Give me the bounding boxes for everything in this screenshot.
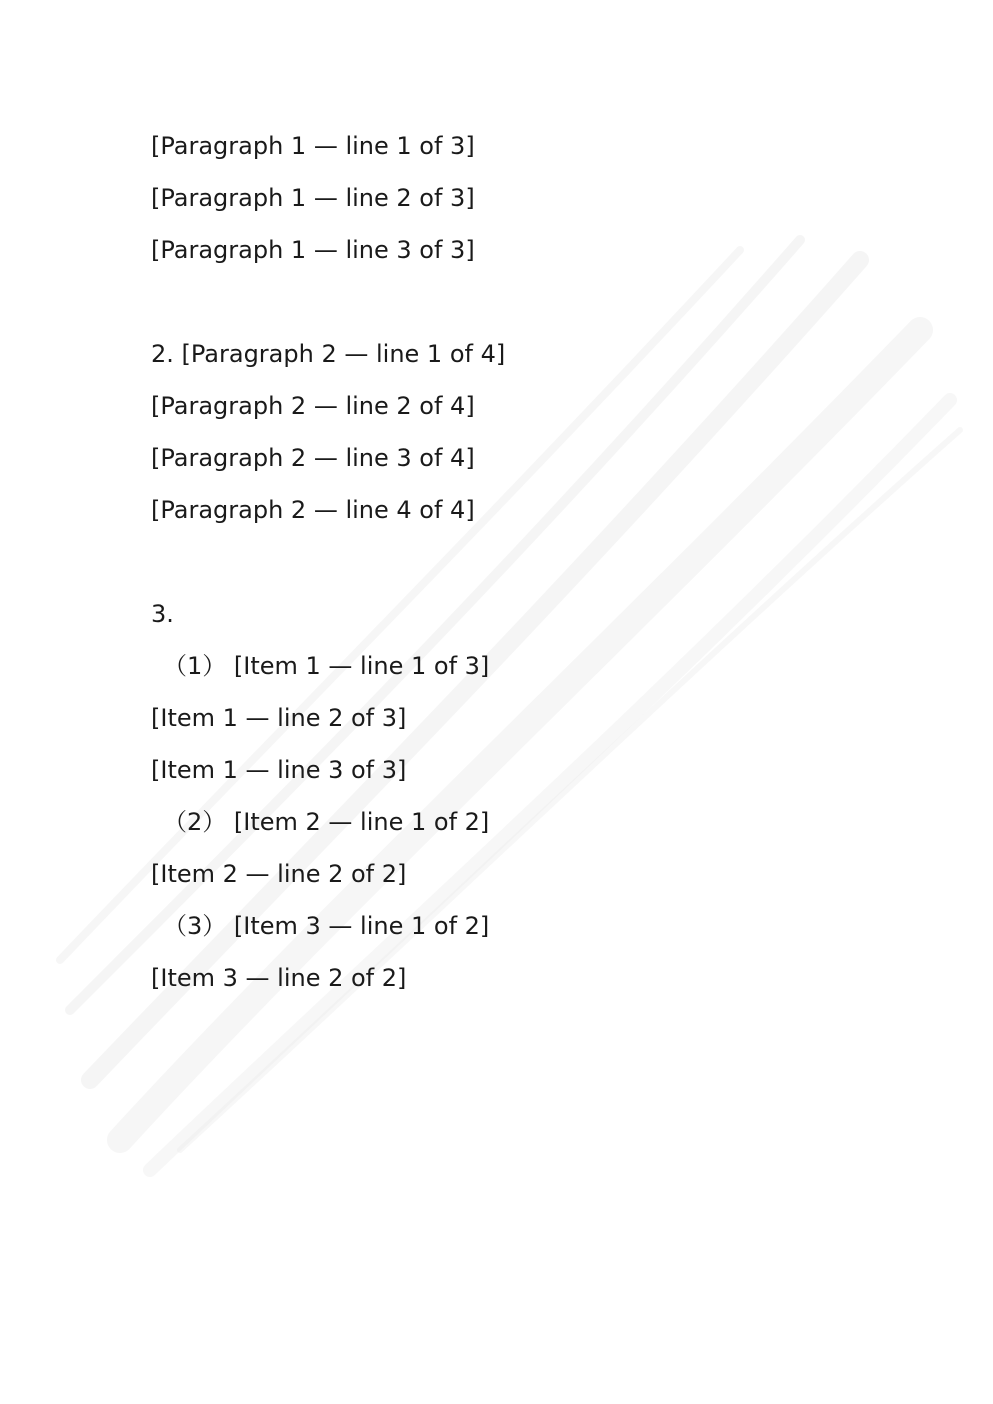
paragraph-spacer	[151, 276, 851, 328]
list-item	[151, 900, 851, 1004]
document-body	[151, 120, 851, 1004]
list-item-line: [Item 2 — line 2 of 2]	[151, 860, 407, 888]
list-item-line: （1） [Item 1 — line 1 of 3]	[163, 652, 490, 680]
paragraph-resolution	[151, 328, 851, 536]
list-item-line: [Item 1 — line 3 of 3]	[151, 756, 407, 784]
section-bitmap-vector	[151, 588, 851, 1004]
list-item	[151, 796, 851, 900]
list-item-line: [Item 1 — line 2 of 3]	[151, 704, 407, 732]
paragraph-spacer	[151, 536, 851, 588]
paragraph-line: [Paragraph 1 — line 3 of 3]	[151, 236, 475, 264]
list-item-line: [Item 3 — line 2 of 2]	[151, 964, 407, 992]
paragraph-line: [Paragraph 2 — line 3 of 4]	[151, 444, 475, 472]
paragraph-line: [Paragraph 2 — line 2 of 4]	[151, 392, 475, 420]
paragraph-multichannel	[151, 120, 851, 276]
list-item	[151, 640, 851, 796]
paragraph-line: [Paragraph 1 — line 1 of 3]	[151, 132, 475, 160]
section-heading: 3.	[151, 600, 174, 628]
list-item-line: （2） [Item 2 — line 1 of 2]	[163, 808, 490, 836]
paragraph-line: [Paragraph 2 — line 4 of 4]	[151, 496, 475, 524]
list-item-line: （3） [Item 3 — line 1 of 2]	[163, 912, 490, 940]
paragraph-line: 2. [Paragraph 2 — line 1 of 4]	[151, 340, 506, 368]
paragraph-line: [Paragraph 1 — line 2 of 3]	[151, 184, 475, 212]
